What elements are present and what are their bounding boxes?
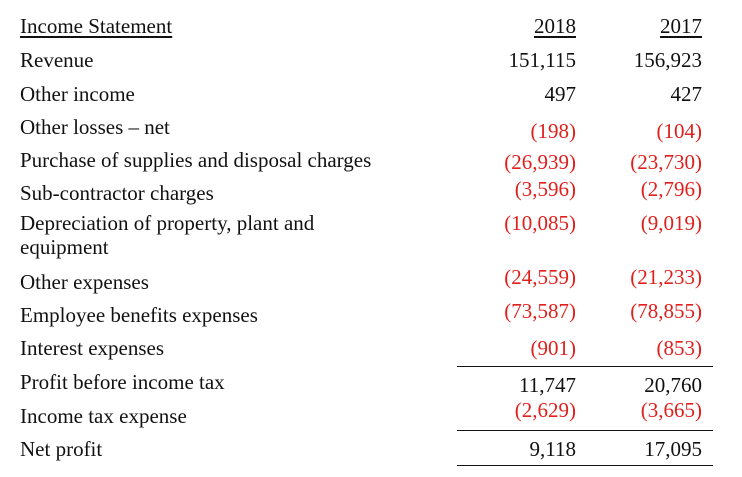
depreciation-2018: (10,085)	[504, 211, 576, 235]
row-label-sub-contractor: Sub-contractor charges	[20, 181, 214, 205]
other-expenses-2017: (21,233)	[630, 265, 702, 289]
row-label-interest-expenses: Interest expenses	[20, 336, 165, 360]
other-income-2017: 427	[670, 82, 702, 106]
row-label-income-tax: Income tax expense	[20, 404, 187, 428]
net-profit-2017: 17,095	[644, 437, 702, 461]
year-2018-header: 2018	[534, 14, 576, 38]
other-income-2018: 497	[544, 82, 576, 106]
purchase-supplies-2018: (26,939)	[504, 150, 576, 174]
revenue-2018: 151,115	[508, 48, 576, 72]
sub-contractor-2018: (3,596)	[514, 177, 576, 201]
row-label-purchase-supplies: Purchase of supplies and disposal charges	[20, 148, 372, 172]
other-losses-2018: (198)	[530, 119, 576, 143]
row-label-other-income: Other income	[20, 82, 135, 106]
year-2017-header: 2017	[660, 14, 702, 38]
total-rule	[457, 465, 713, 466]
net-profit-2018: 9,118	[529, 437, 576, 461]
row-label-other-losses: Other losses – net	[20, 115, 170, 139]
interest-expenses-2018: (901)	[530, 336, 576, 360]
profit-before-tax-2017: 20,760	[644, 373, 702, 397]
row-label-profit-before-tax: Profit before income tax	[20, 370, 225, 394]
depreciation-2017: (9,019)	[640, 211, 702, 235]
purchase-supplies-2017: (23,730)	[630, 150, 702, 174]
subtotal-rule	[457, 366, 713, 367]
row-label-net-profit: Net profit	[20, 437, 103, 461]
employee-benefits-2018: (73,587)	[504, 299, 576, 323]
row-label-other-expenses: Other expenses	[20, 270, 149, 294]
revenue-2017: 156,923	[633, 48, 702, 72]
income-tax-2017: (3,665)	[640, 398, 702, 422]
interest-expenses-2017: (853)	[656, 336, 702, 360]
income-tax-2018: (2,629)	[514, 398, 576, 422]
row-label-revenue: Revenue	[20, 48, 94, 72]
other-expenses-2018: (24,559)	[504, 265, 576, 289]
employee-benefits-2017: (78,855)	[630, 299, 702, 323]
other-losses-2017: (104)	[656, 119, 702, 143]
statement-title: Income Statement	[20, 14, 173, 38]
row-label-employee-benefits: Employee benefits expenses	[20, 303, 258, 327]
profit-before-tax-2018: 11,747	[519, 373, 576, 397]
row-label-depreciation: Depreciation of property, plant and equipment	[20, 211, 315, 259]
sub-contractor-2017: (2,796)	[640, 177, 702, 201]
net-profit-rule	[457, 430, 713, 431]
